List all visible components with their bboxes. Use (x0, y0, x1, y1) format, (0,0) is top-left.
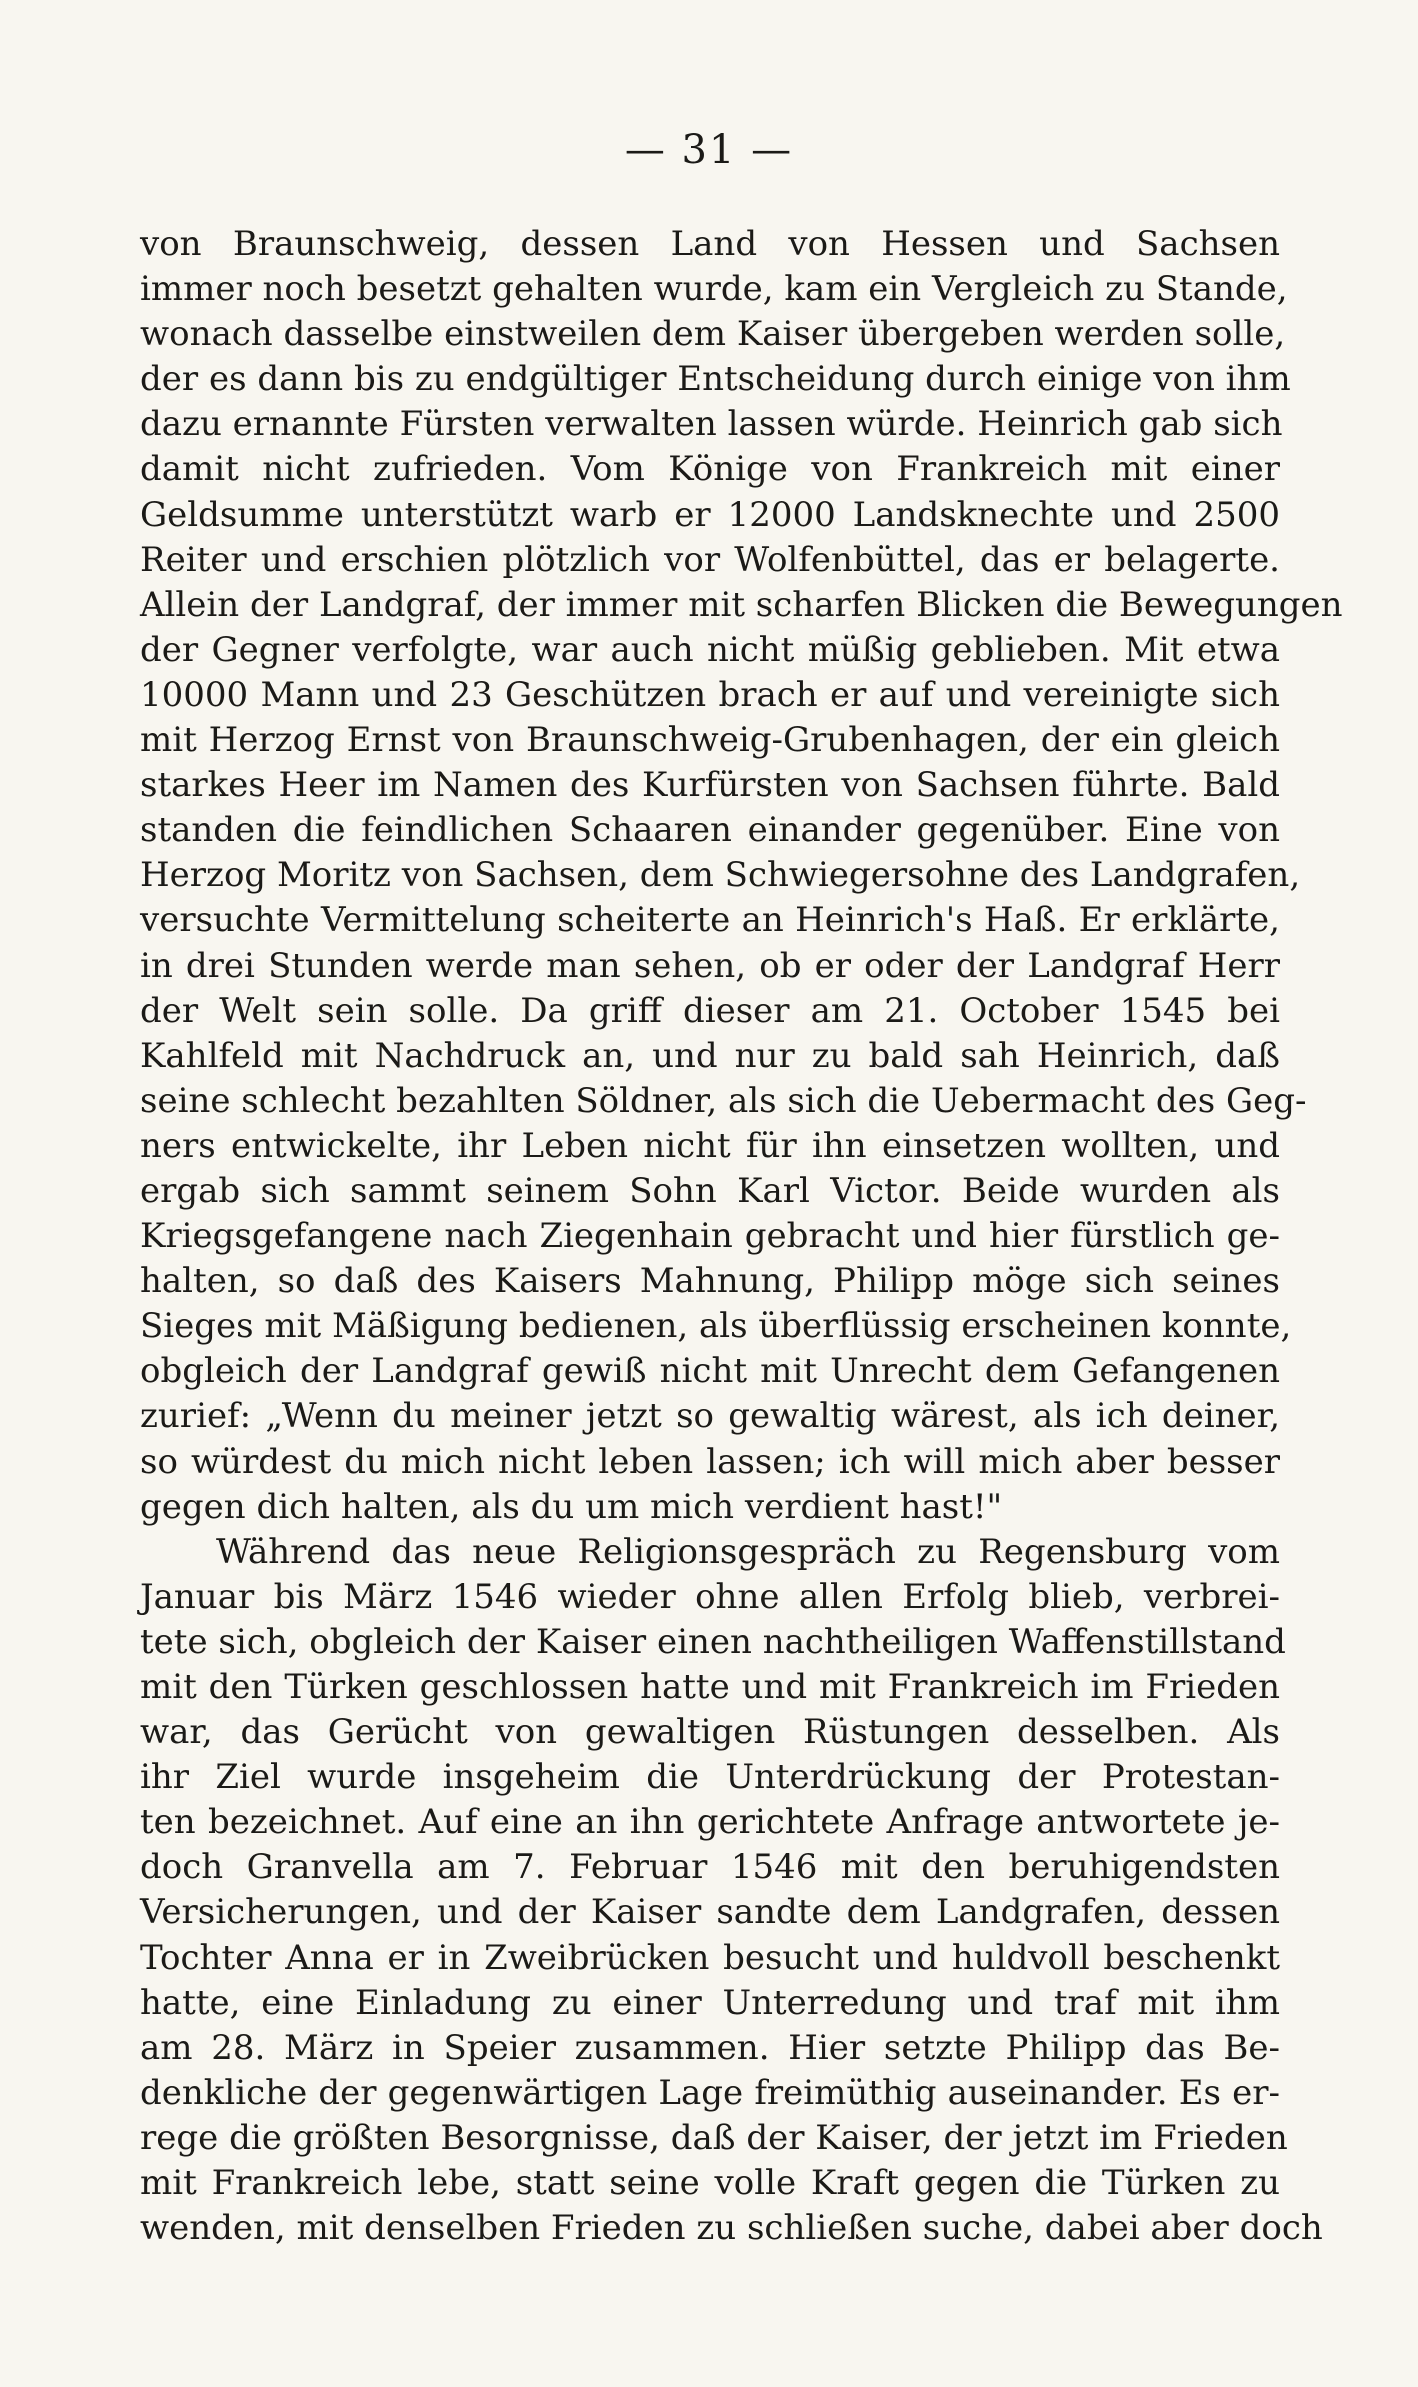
text-line: dazu ernannte Fürsten verwalten lassen würde. Heinrich gab sich (140, 404, 1283, 445)
text-line: halten, so daß des Kaisers Mahnung, Philipp möge sich seines (140, 1261, 1280, 1302)
page-number: — 31 — (624, 127, 794, 173)
text-line: hatte, eine Einladung zu einer Unterredung und traf mit ihm (140, 1982, 1280, 2023)
text-line: mit den Türken geschlossen hatte und mit Frankreich im Frieden (140, 1667, 1280, 1707)
text-line: Herzog Moritz von Sachsen, dem Schwiegersohne des Landgrafen, (140, 855, 1301, 896)
text-line: doch Granvella am 7. Februar 1546 mit den beruhigendsten (140, 1847, 1280, 1888)
text-line: Tochter Anna er in Zweibrücken besucht und huldvoll beschenkt (140, 1937, 1280, 1978)
text-line: Januar bis März 1546 wieder ohne allen Erfolg blieb, verbrei- (140, 1576, 1280, 1617)
text-line: der Welt sein solle. Da griff dieser am 21. October 1545 bei (140, 990, 1280, 1031)
text-line: der es dann bis zu endgültiger Entscheidung durch einige von ihm (140, 359, 1291, 400)
text-line: zurief: „Wenn du meiner jetzt so gewaltig wärest, als ich deiner, (140, 1396, 1280, 1437)
text-line: starkes Heer im Namen des Kurfürsten von Sachsen führte. Bald (140, 765, 1280, 806)
text-line: Versicherungen, und der Kaiser sandte dem Landgrafen, dessen (140, 1892, 1280, 1933)
text-line: so würdest du mich nicht leben lassen; ich will mich aber besser (140, 1441, 1280, 1482)
body-text (140, 222, 1343, 2251)
text-line: denkliche der gegenwärtigen Lage freimüthig auseinander. Es er- (140, 2072, 1280, 2113)
text-line: ten bezeichnet. Auf eine an ihn gerichtete Anfrage antwortete je- (140, 1802, 1280, 1843)
text-line: Allein der Landgraf, der immer mit scharfen Blicken die Bewegungen (140, 584, 1343, 625)
text-line: Reiter und erschien plötzlich vor Wolfenbüttel, das er belagerte. (140, 539, 1280, 580)
text-line: rege die größten Besorgnisse, daß der Kaiser, der jetzt im Frieden (140, 2117, 1288, 2158)
text-line: am 28. März in Speier zusammen. Hier setzte Philipp das Be- (140, 2027, 1280, 2068)
text-line: 10000 Mann und 23 Geschützen brach er auf und vereinigte sich (140, 674, 1280, 715)
paragraph-end-line: gegen dich halten, als du um mich verdient hast!" (140, 1486, 1003, 1527)
text-line: wenden, mit denselben Frieden zu schließen suche, dabei aber doch (140, 2208, 1323, 2249)
text-line: ihr Ziel wurde insgeheim die Unterdrückung der Protestan- (140, 1757, 1280, 1798)
paragraph-start-line: Während das neue Religionsgespräch zu Regensburg vom (216, 1531, 1280, 1572)
text-line: in drei Stunden werde man sehen, ob er oder der Landgraf Herr (140, 945, 1280, 986)
text-line: tete sich, obgleich der Kaiser einen nachtheiligen Waffenstillstand (140, 1621, 1286, 1662)
text-line: standen die feindlichen Schaaren einander gegenüber. Eine von (140, 810, 1280, 851)
text-line: Geldsumme unterstützt warb er 12000 Landsknechte und 2500 (140, 494, 1280, 535)
text-line: ners entwickelte, ihr Leben nicht für ihn einsetzen wollten, und (140, 1125, 1280, 1166)
text-line: damit nicht zufrieden. Vom Könige von Frankreich mit einer (140, 449, 1280, 490)
text-line: Kahlfeld mit Nachdruck an, und nur zu bald sah Heinrich, daß (140, 1035, 1280, 1076)
text-line: der Gegner verfolgte, war auch nicht müßig geblieben. Mit etwa (140, 629, 1280, 670)
text-line: ergab sich sammt seinem Sohn Karl Victor. Beide wurden als (140, 1170, 1280, 1211)
text-line: obgleich der Landgraf gewiß nicht mit Unrecht dem Gefangenen (140, 1351, 1280, 1392)
text-line: war, das Gerücht von gewaltigen Rüstungen desselben. Als (140, 1712, 1280, 1753)
text-line: versuchte Vermittelung scheiterte an Heinrich's Haß. Er erklärte, (140, 900, 1280, 941)
text-line: Sieges mit Mäßigung bedienen, als überflüssig erscheinen konnte, (140, 1306, 1292, 1347)
text-line: mit Frankreich lebe, statt seine volle Kraft gegen die Türken zu (140, 2163, 1280, 2204)
text-line: wonach dasselbe einstweilen dem Kaiser übergeben werden solle, (140, 314, 1286, 355)
text-line: von Braunschweig, dessen Land von Hessen und Sachsen (140, 224, 1280, 264)
text-line: immer noch besetzt gehalten wurde, kam ein Vergleich zu Stande, (140, 269, 1288, 310)
text-line: seine schlecht bezahlten Söldner, als sich die Uebermacht des Geg- (140, 1080, 1307, 1121)
text-line: mit Herzog Ernst von Braunschweig-Grubenhagen, der ein gleich (140, 720, 1280, 761)
text-line: Kriegsgefangene nach Ziegenhain gebracht und hier fürstlich ge- (140, 1216, 1280, 1257)
